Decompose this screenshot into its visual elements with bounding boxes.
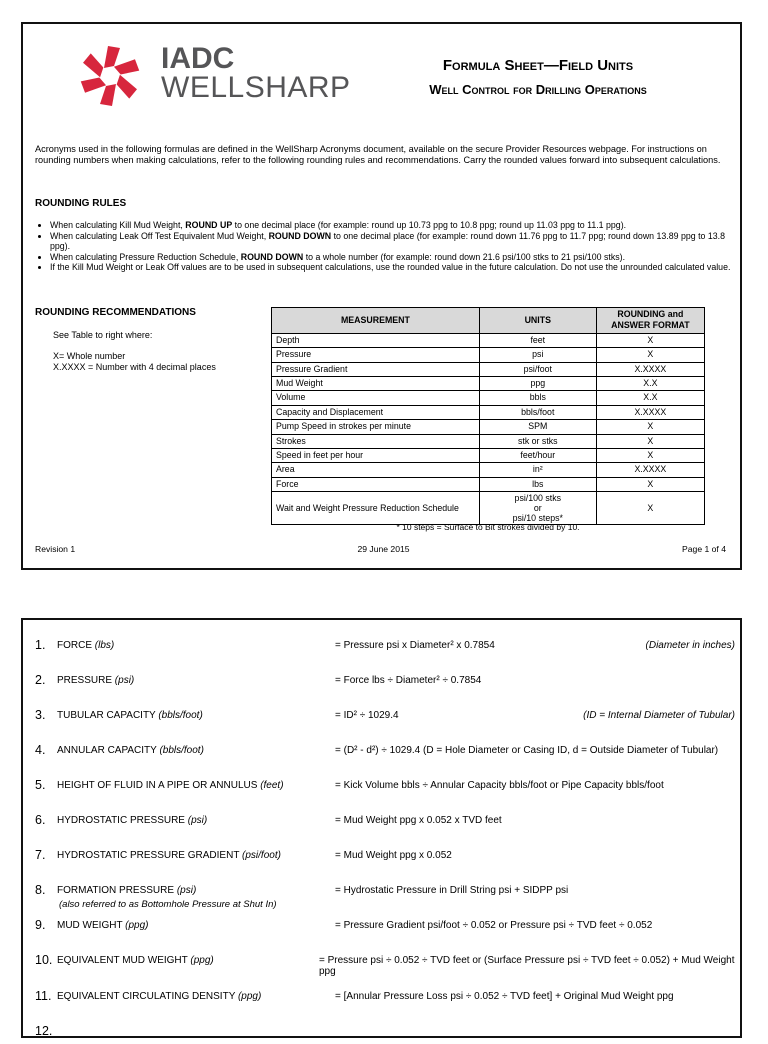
- reco-line: X= Whole number: [53, 351, 126, 361]
- page-1: [21, 22, 742, 570]
- table-row: [272, 434, 705, 448]
- footer-page: Page 1 of 4: [682, 544, 726, 554]
- table-row: [272, 492, 705, 525]
- format-cell: X: [596, 449, 704, 463]
- measurement-cell: Speed in feet per hour: [272, 449, 480, 463]
- measurement-cell: Pressure: [272, 348, 480, 362]
- format-cell: X: [596, 492, 704, 525]
- formula-row: [35, 883, 735, 910]
- table-row: [272, 391, 705, 405]
- formula-equation: = Kick Volume bbls ÷ Annular Capacity bbls/foot or Pipe Capacity bbls/foot: [335, 780, 664, 791]
- format-cell: X: [596, 477, 704, 491]
- units-cell: stk or stks: [479, 434, 596, 448]
- formula-unit: (lbs): [94, 640, 115, 651]
- formula-name: FORCE (lbs): [57, 640, 115, 651]
- formula-unit: (bbls/foot): [158, 710, 203, 721]
- formula-name: HYDROSTATIC PRESSURE GRADIENT (psi/foot): [57, 850, 281, 861]
- intro-paragraph: Acronyms used in the following formulas are defined in the WellSharp Acronyms document, available on the secure Provider Resources webpage. For instructions on rounding numbers when making calculations, refer to the following rounding rules and recommendations. Carry the rounded values forward into subsequent calculations.: [35, 144, 721, 165]
- formula-equation: = (D² - d²) ÷ 1029.4 (D = Hole Diameter or Casing ID, d = Outside Diameter of Tubular): [335, 745, 719, 756]
- units-cell: ppg: [479, 377, 596, 391]
- formula-unit: (psi): [114, 675, 135, 686]
- rule-item: • When calculating Kill Mud Weight, ROUND UP to one decimal place (for example: round up 10.73 ppg to 10.8 ppg; round up 11.03 ppg to 11.1 ppg).: [50, 220, 746, 231]
- measurement-cell: Volume: [272, 391, 480, 405]
- page-2: [21, 618, 742, 1038]
- formula-name: FORMATION PRESSURE (psi): [57, 885, 197, 896]
- formula-number: 3.: [35, 708, 46, 722]
- formula-name: HYDROSTATIC PRESSURE (psi): [57, 815, 208, 826]
- formula-name: MUD WEIGHT (ppg): [57, 920, 149, 931]
- formula-row: [35, 989, 735, 1009]
- formula-number: 7.: [35, 848, 46, 862]
- rounding-table: [271, 307, 705, 525]
- measurement-cell: Pump Speed in strokes per minute: [272, 420, 480, 434]
- rule-item: • If the Kill Mud Weight or Leak Off values are to be used in subsequent calculations, use the rounded value in the future calculation. Do not use the unrounded calculated value.: [50, 262, 746, 273]
- formula-row: [35, 743, 735, 763]
- formula-equation: = Pressure psi x Diameter² x 0.7854: [335, 640, 495, 651]
- table-row: [272, 377, 705, 391]
- measurement-cell: Mud Weight: [272, 377, 480, 391]
- table-note: * 10 steps = Surface to Bit strokes divided by 10.: [396, 522, 580, 532]
- formula-row: [35, 673, 735, 693]
- format-cell: X: [596, 420, 704, 434]
- formula-unit: (ppg): [125, 920, 149, 931]
- formula-equation: = ID² ÷ 1029.4: [335, 710, 399, 721]
- units-cell: lbs: [479, 477, 596, 491]
- format-cell: X.XXXX: [596, 463, 704, 477]
- formula-unit: (psi): [176, 885, 197, 896]
- footer-revision: Revision 1: [35, 544, 76, 554]
- units-cell: feet/hour: [479, 449, 596, 463]
- format-cell: X.X: [596, 377, 704, 391]
- iadc-logo-icon: [75, 41, 145, 111]
- units-cell: psi/foot: [479, 362, 596, 376]
- units-cell: SPM: [479, 420, 596, 434]
- formula-number: 9.: [35, 918, 46, 932]
- formula-number: 5.: [35, 778, 46, 792]
- formula-equation: = Pressure Gradient psi/foot ÷ 0.052 or Pressure psi ÷ TVD feet ÷ 0.052: [335, 920, 653, 931]
- reco-line: See Table to right where:: [53, 330, 153, 340]
- units-cell: psi: [479, 348, 596, 362]
- table-row: [272, 477, 705, 491]
- formula-number: 8.: [35, 883, 46, 897]
- format-cell: X: [596, 434, 704, 448]
- units-cell: feet: [479, 333, 596, 347]
- measurement-cell: Pressure Gradient: [272, 362, 480, 376]
- formula-number: 2.: [35, 673, 46, 687]
- formula-equation: = Force lbs ÷ Diameter² ÷ 0.7854: [335, 675, 482, 686]
- formula-unit: (ppg): [237, 991, 262, 1002]
- formula-name: EQUIVALENT MUD WEIGHT (ppg): [57, 955, 214, 966]
- units-line: psi/10 steps*: [512, 513, 563, 524]
- footer-date: 29 June 2015: [357, 544, 410, 554]
- formula-row: [35, 638, 735, 658]
- formula-side-note: (Diameter in inches): [645, 640, 735, 651]
- units-cell: bbls/foot: [479, 405, 596, 419]
- formula-number: 1.: [35, 638, 46, 652]
- table-row: [272, 405, 705, 419]
- formula-unit: (feet): [260, 780, 284, 791]
- format-cell: X.XXXX: [596, 405, 704, 419]
- formula-name: ANNULAR CAPACITY (bbls/foot): [57, 745, 204, 756]
- table-row: [272, 333, 705, 347]
- recommendations-text: [53, 330, 216, 373]
- formula-equation: = Mud Weight ppg x 0.052: [335, 850, 452, 861]
- logo-text-iadc: IADC: [161, 42, 235, 75]
- units-line: or: [533, 503, 542, 514]
- formula-equation: = Hydrostatic Pressure in Drill String psi + SIDPP psi: [335, 885, 569, 896]
- formula-equation: = Pressure psi ÷ 0.052 ÷ TVD feet or (Surface Pressure psi ÷ TVD feet ÷ 0.052) + Mud Weight ppg: [319, 955, 735, 977]
- rule-item: • When calculating Leak Off Test Equivalent Mud Weight, ROUND DOWN to one decimal place (for example: round down 11.76 ppg to 11.7 ppg; round down 13.89 ppg to 13.8 ppg).: [50, 231, 746, 252]
- formula-name: HEIGHT OF FLUID IN A PIPE OR ANNULUS (feet): [57, 780, 284, 791]
- table-row: [272, 348, 705, 362]
- measurement-cell: Wait and Weight Pressure Reduction Schedule: [272, 492, 480, 525]
- formula-unit: (psi/foot): [242, 850, 281, 861]
- format-cell: X: [596, 348, 704, 362]
- column-header: UNITS: [479, 308, 596, 334]
- measurement-cell: Depth: [272, 333, 480, 347]
- format-cell: X.X: [596, 391, 704, 405]
- formula-name: PRESSURE (psi): [57, 675, 135, 686]
- column-header: ROUNDING and ANSWER FORMAT: [596, 308, 704, 334]
- measurement-cell: Force: [272, 477, 480, 491]
- formula-row: [35, 813, 735, 833]
- measurement-cell: Strokes: [272, 434, 480, 448]
- formula-side-note: (ID = Internal Diameter of Tubular): [583, 710, 735, 721]
- logo-text-wellsharp: WELLSHARP: [161, 71, 351, 104]
- formula-row: [35, 1024, 735, 1044]
- formula-note: (also referred to as Bottomhole Pressure at Shut In): [59, 899, 277, 910]
- page-subtitle: Well Control for Drilling Operations: [429, 82, 647, 97]
- table-row: [272, 463, 705, 477]
- page-title: Formula Sheet—Field Units: [442, 57, 634, 74]
- formula-number: 12.: [35, 1024, 53, 1038]
- units-cell: in²: [479, 463, 596, 477]
- formula-row: [35, 848, 735, 868]
- formula-number: 6.: [35, 813, 46, 827]
- column-header: MEASUREMENT: [272, 308, 480, 334]
- formula-row: [35, 918, 735, 938]
- formula-row: [35, 708, 735, 728]
- table-header-row: [272, 308, 705, 334]
- formula-name: EQUIVALENT CIRCULATING DENSITY (ppg): [57, 991, 262, 1002]
- format-cell: X: [596, 333, 704, 347]
- formula-name: TUBULAR CAPACITY (bbls/foot): [57, 710, 203, 721]
- table-row: [272, 420, 705, 434]
- formula-number: 11.: [35, 989, 52, 1003]
- formula-unit: (psi): [187, 815, 208, 826]
- reco-line: X.XXXX = Number with 4 decimal places: [53, 362, 216, 372]
- table-row: [272, 449, 705, 463]
- measurement-cell: Capacity and Displacement: [272, 405, 480, 419]
- units-line: psi/100 stks: [514, 493, 561, 504]
- rounding-recommendations-heading: ROUNDING RECOMMENDATIONS: [35, 307, 196, 318]
- formula-unit: (ppg): [190, 955, 214, 966]
- formula-equation: = [Annular Pressure Loss psi ÷ 0.052 ÷ TVD feet] + Original Mud Weight ppg: [335, 991, 674, 1002]
- units-cell: bbls: [479, 391, 596, 405]
- formula-unit: (bbls/foot): [159, 745, 204, 756]
- formula-equation: = Mud Weight ppg x 0.052 x TVD feet: [335, 815, 502, 826]
- formula-number: 10.: [35, 953, 53, 967]
- formula-row: [35, 953, 735, 977]
- rounding-rules-list: [35, 220, 746, 273]
- format-cell: X.XXXX: [596, 362, 704, 376]
- rule-item: • When calculating Pressure Reduction Schedule, ROUND DOWN to a whole number (for example: round down 21.6 psi/100 stks to 21 psi/100 stks).: [50, 252, 746, 263]
- rounding-rules-heading: ROUNDING RULES: [35, 198, 127, 209]
- units-cell: [479, 492, 596, 525]
- measurement-cell: Area: [272, 463, 480, 477]
- formula-row: [35, 778, 735, 798]
- table-row: [272, 362, 705, 376]
- formula-number: 4.: [35, 743, 46, 757]
